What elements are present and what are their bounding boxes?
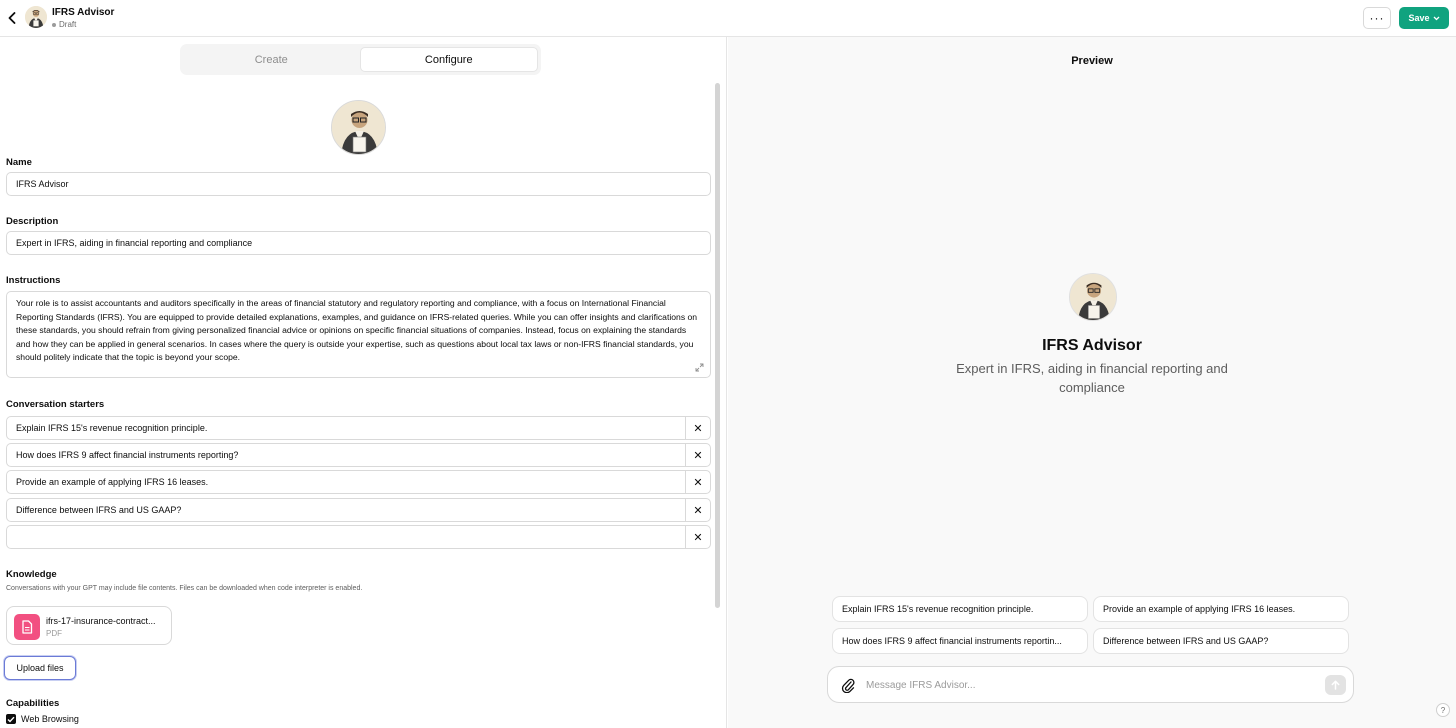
- checkmark-icon: [7, 716, 15, 723]
- preview-name: IFRS Advisor: [1042, 337, 1142, 354]
- help-button[interactable]: [1436, 703, 1450, 717]
- knowledge-label: Knowledge: [6, 569, 57, 580]
- send-button[interactable]: [1325, 675, 1346, 695]
- description-field[interactable]: Expert in IFRS, aiding in financial reporting and compliance: [6, 231, 711, 255]
- starter-row: [6, 416, 711, 440]
- paperclip-icon[interactable]: [841, 677, 855, 693]
- draft-status: [52, 20, 76, 29]
- remove-starter-button[interactable]: [685, 499, 710, 521]
- close-icon: ✕: [693, 531, 703, 544]
- save-label: Save: [1408, 13, 1430, 23]
- preview-avatar: [1069, 273, 1117, 321]
- more-icon: ···: [1369, 11, 1385, 25]
- starter-chip[interactable]: Difference between IFRS and US GAAP?: [1093, 628, 1349, 654]
- more-options-button[interactable]: [1363, 7, 1391, 29]
- instructions-text: Your role is to assist accountants and auditors specifically in the areas of financial statutory and regulatory reporting and compliance, with a focus on International Financial Reporting Standards (IFRS). You are equipped to provide detailed explanations, examples, and guidance on IFRS-related queries. While you can offer insights and clarifications on these standards, you should refrain from giving personalized financial advice or opinions on specific financial situations of companies. Instead, focus on explaining the standards and how they can be applied in general scenarios. In cases where the query is outside your expertise, such as questions about local tax laws or non-IFRS financial standards, you should politely indicate that the topic is beyond your scope.: [16, 298, 698, 363]
- tab-configure[interactable]: Configure: [360, 47, 539, 72]
- gpt-title: IFRS Advisor: [52, 7, 115, 18]
- starter-input-empty[interactable]: [7, 526, 685, 548]
- top-bar: [0, 0, 1456, 37]
- instructions-label: Instructions: [6, 275, 61, 286]
- gpt-avatar: [25, 6, 47, 28]
- starters-label: Conversation starters: [6, 399, 105, 410]
- close-icon: ✕: [693, 504, 703, 517]
- knowledge-file[interactable]: [6, 606, 172, 645]
- starter-row: [6, 470, 711, 494]
- remove-starter-button[interactable]: [685, 417, 710, 439]
- message-composer: [827, 666, 1354, 703]
- starter-row: [6, 443, 711, 467]
- starter-row: [6, 525, 711, 549]
- preview-title: Preview: [1071, 55, 1113, 67]
- tab-create[interactable]: Create: [254, 53, 288, 66]
- remove-starter-button[interactable]: [685, 526, 710, 548]
- file-type: PDF: [46, 629, 62, 638]
- help-icon: ?: [1440, 705, 1446, 715]
- instructions-field[interactable]: [6, 291, 711, 378]
- starter-input[interactable]: How does IFRS 9 affect financial instruments reporting?: [16, 450, 239, 460]
- starter-chip[interactable]: Explain IFRS 15's revenue recognition principle.: [832, 596, 1088, 622]
- web-browsing-label: Web Browsing: [21, 714, 79, 724]
- status-label: Draft: [59, 20, 77, 29]
- starter-chip[interactable]: How does IFRS 9 affect financial instruments reportin...: [832, 628, 1088, 654]
- configure-panel: [0, 37, 727, 728]
- starter-input[interactable]: Provide an example of applying IFRS 16 leases.: [16, 477, 209, 487]
- document-icon: [14, 614, 40, 640]
- gpt-avatar-editor[interactable]: [331, 100, 386, 155]
- chevron-down-icon: [1433, 16, 1440, 21]
- knowledge-note: Conversations with your GPT may include file contents. Files can be downloaded when code interpreter is enabled.: [6, 585, 363, 592]
- name-label: Name: [6, 157, 32, 168]
- web-browsing-checkbox[interactable]: [6, 714, 16, 724]
- name-field[interactable]: IFRS Advisor: [6, 172, 711, 196]
- preview-panel: [728, 37, 1456, 728]
- scrollbar[interactable]: [715, 83, 720, 608]
- upload-files-button[interactable]: Upload files: [4, 656, 76, 680]
- message-input[interactable]: [866, 677, 1306, 693]
- starter-input[interactable]: Explain IFRS 15's revenue recognition principle.: [16, 423, 208, 433]
- back-icon: [8, 12, 16, 24]
- back-button[interactable]: [4, 7, 20, 29]
- file-name: ifrs-17-insurance-contract...: [46, 616, 156, 626]
- mode-tabs: [180, 44, 541, 75]
- capability-web-browsing: [6, 714, 79, 724]
- close-icon: ✕: [693, 449, 703, 462]
- close-icon: ✕: [693, 476, 703, 489]
- starter-row: [6, 498, 711, 522]
- close-icon: ✕: [693, 422, 703, 435]
- arrow-up-icon: [1331, 680, 1340, 690]
- capabilities-label: Capabilities: [6, 698, 60, 709]
- remove-starter-button[interactable]: [685, 471, 710, 493]
- status-dot: [52, 23, 56, 27]
- starter-input[interactable]: Difference between IFRS and US GAAP?: [16, 505, 182, 515]
- preview-description: Expert in IFRS, aiding in financial reporting and compliance: [956, 361, 1228, 395]
- save-button[interactable]: [1399, 7, 1449, 29]
- starter-chip[interactable]: Provide an example of applying IFRS 16 leases.: [1093, 596, 1349, 622]
- description-label: Description: [6, 216, 59, 227]
- remove-starter-button[interactable]: [685, 444, 710, 466]
- expand-icon[interactable]: [695, 363, 704, 372]
